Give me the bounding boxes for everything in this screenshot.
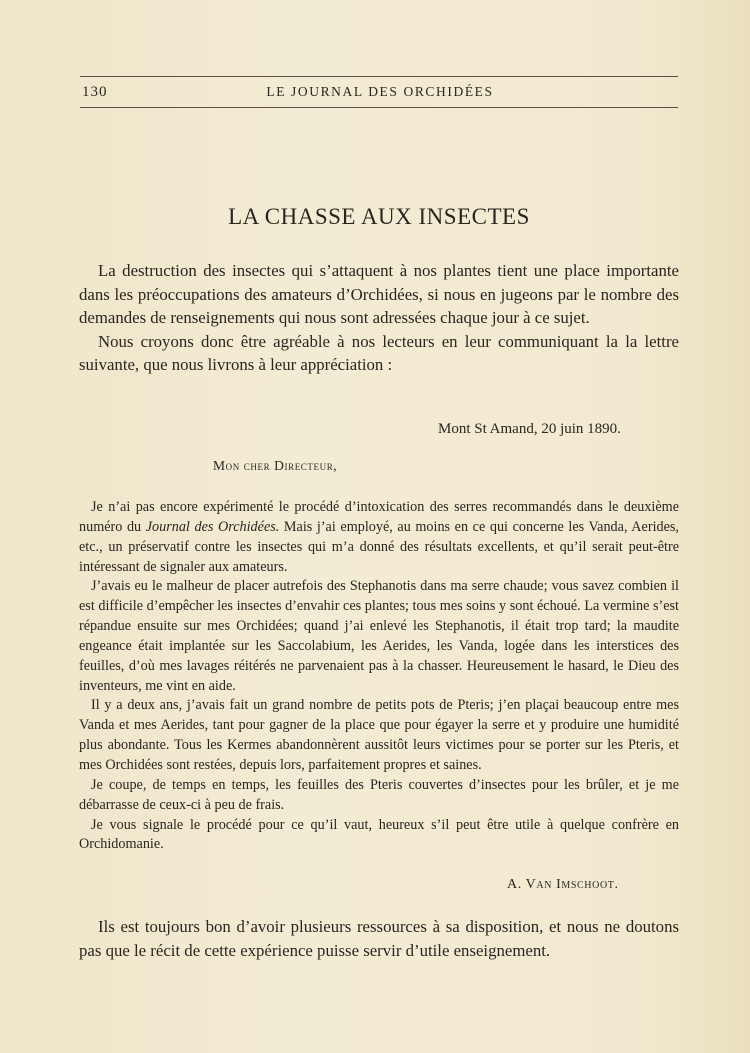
letter-paragraph [79, 498, 679, 577]
closing-paragraph: Ils est toujours bon d’avoir plusieurs ressources à sa disposition, et nous ne doutons pas que le récit de cette expérience puisse servir d’utile enseignement. [79, 917, 679, 960]
running-head: LE JOURNAL DES ORCHIDÉES [266, 84, 494, 99]
letter-text: Mais j’ai employé, au moins en ce qui concerne les Vanda, Aerides, etc., un préservatif contre les insectes qui m’a donné des résultats excellents, et qu’il serait peut-être intéressant de signaler aux amateurs. [79, 518, 679, 575]
letter-body [79, 498, 679, 855]
article-title: LA CHASSE AUX INSECTES [228, 204, 530, 229]
intro-paragraph: La destruction des insectes qui s’attaquent à nos plantes tient une place importante dans les préoccupations des amateurs d’Orchidées, si nous en jugeons par le nombre des demandes de renseignements qui nous sont adressées chaque jour à ce sujet. [79, 261, 679, 327]
journal-title: Journal des Orchidées. [145, 518, 280, 535]
letter-salutation: Mon cher Directeur, [213, 458, 338, 473]
article-intro [79, 259, 679, 377]
letter-signature: A. Van Imschoot. [507, 877, 619, 892]
header-top-rule [80, 76, 678, 77]
closing-remark [79, 915, 679, 963]
letter-place-date: Mont St Amand, 20 juin 1890. [438, 421, 621, 437]
letter-text: Je n’ai pas encore expérimenté le procédé d’intoxication des serres recommandés dans le deuxième numéro du [79, 499, 679, 535]
letter-paragraph: Je vous signale le procédé pour ce qu’il vaut, heureux s’il peut être utile à quelque confrère en Orchidomanie. [79, 816, 679, 853]
letter-paragraph: Je coupe, de temps en temps, les feuilles des Pteris couvertes d’insectes pour les brûler, et je me débarrasse de ceux-ci à peu de frais. [79, 776, 679, 813]
intro-paragraph: Nous croyons donc être agréable à nos lecteurs en leur communiquant la la lettre suivante, que nous livrons à leur appréciation : [79, 331, 679, 374]
letter-paragraph: Il y a deux ans, j’avais fait un grand nombre de petits pots de Pteris; j’en plaçai beaucoup entre mes Vanda et mes Aerides, tant pour gagner de la place que pour égayer la serre et y produire une humidité plus abondante. Tous les Kermes abandonnèrent aussitôt leurs victimes pour se porter sur les Pteris, et mes Orchidées sont restées, depuis lors, parfaitement propres et saines. [79, 697, 679, 773]
header-bottom-rule [80, 107, 678, 108]
page-number: 130 [82, 84, 108, 100]
letter-paragraph: J’avais eu le malheur de placer autrefois des Stephanotis dans ma serre chaude; vous savez combien il est difficile d’empêcher les insectes d’envahir ces plantes; tous mes soins y sont échoué. La vermine s’est répandue ensuite sur mes Orchidées; quand j’ai enlevé les Stephanotis, il était trop tard; la maudite engeance était implantée sur les Saccolabium, les Aerides, les Vanda, logée dans les interstices des feuilles, d’où mes lavages réitérés ne parvenaient pas à la chasser. Heureusement le hasard, le Dieu des inventeurs, me vint en aide. [79, 578, 679, 694]
